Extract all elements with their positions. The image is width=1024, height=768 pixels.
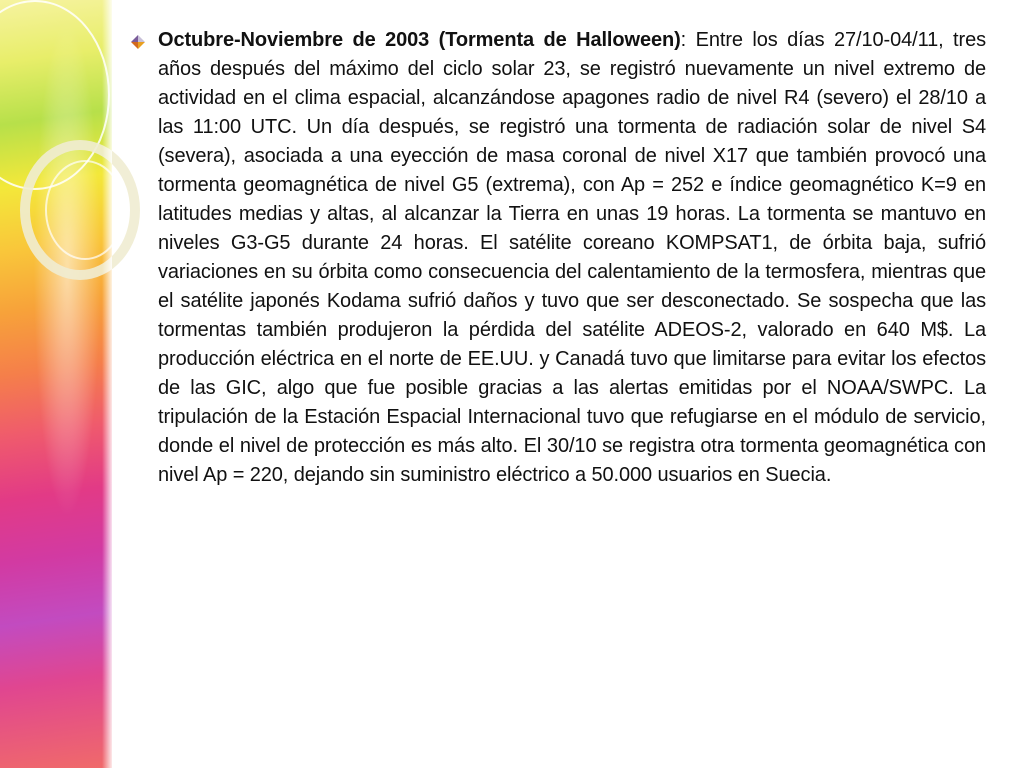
- bullet-paragraph: [158, 26, 986, 490]
- slide-content: [126, 26, 986, 746]
- bullet-title: Octubre-Noviembre de 2003 (Tormenta de Halloween): [158, 29, 681, 51]
- decorative-ring: [45, 160, 125, 260]
- bullet-body: Entre los días 27/10-04/11, tres años después del máximo del ciclo solar 23, se registró nuevamente un nivel extremo de actividad en el clima espacial, alcanzándose apagones radio de nivel R4 (severo) el 28/10 a las 11:00 UTC. Un día después, se registró una tormenta de radiación solar de nivel S4 (severa), asociada a una eyección de masa coronal de nivel X17 que también provocó una tormenta geomagnética de nivel G5 (extrema), con Ap = 252 e índice geomagnético K=9 en latitudes medias y altas, al alcanzar la Tierra en unas 19 horas. La tormenta se mantuvo en niveles G3-G5 durante 24 horas. El satélite coreano KOMPSAT1, de órbita baja, sufrió variaciones en su órbita como consecuencia del calentamiento de la termosfera, mientras que el satélite japonés Kodama sufrió daños y tuvo que ser desconectado. Se sospecha que las tormentas también produjeron la pérdida del satélite ADEOS-2, valorado en 640 M$. La producción eléctrica en el norte de EE.UU. y Canadá tuvo que limitarse para evitar los efectos de las GIC, algo que fue posible gracias a las alertas emitidas por el NOAA/SWPC. La tripulación de la Estación Espacial Internacional tuvo que refugiarse en el módulo de servicio, donde el nivel de protección es más alto. El 30/10 se registra otra tormenta geomagnética con nivel Ap = 220, dejando sin suministro eléctrico a 50.000 usuarios en Suecia.: [158, 29, 986, 486]
- diamond-bullet-icon: [130, 34, 146, 50]
- bullet-item: [126, 26, 986, 490]
- rainbow-decoration: [0, 0, 112, 768]
- bullet-separator: :: [680, 29, 687, 51]
